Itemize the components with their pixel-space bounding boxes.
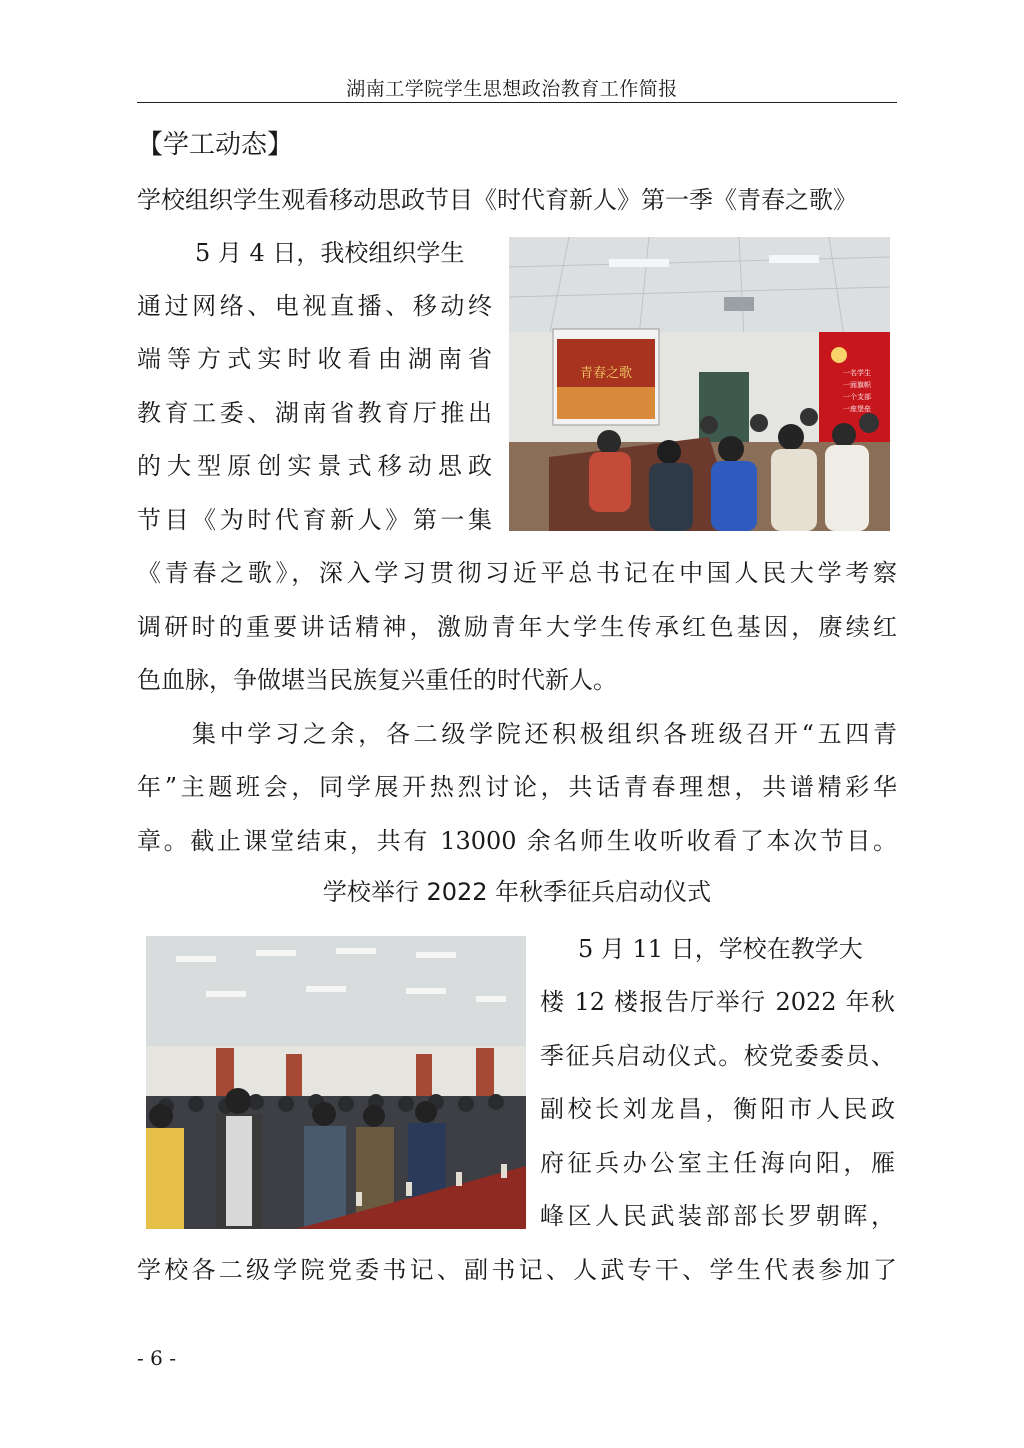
page-number: - 6 - — [137, 1346, 176, 1370]
article-1-line: 调研时的重要讲话精神，激励青年大学生传承红色基因，赓续红 — [137, 613, 897, 641]
article-1-line: 5 月 4 日，我校组织学生 — [195, 239, 465, 267]
article-2-title: 学校举行 2022 年秋季征兵启动仪式 — [322, 878, 712, 906]
page-header-title: 湖南工学院学生思想政治教育工作简报 — [346, 78, 678, 100]
article-2-line: 府征兵办公室主任海向阳，雁 — [540, 1149, 895, 1177]
article-1-line: 端等方式实时收看由湖南省 — [137, 345, 492, 373]
article-1-line: 色血脉，争做堪当民族复兴重任的时代新人。 — [137, 666, 617, 694]
banner-line: 一名学生 — [843, 369, 871, 377]
classroom-broadcast-photo — [509, 237, 890, 531]
article-2-line: 季征兵启动仪式。校党委委员、 — [540, 1042, 895, 1070]
section-label: 【学工动态】 — [137, 130, 294, 160]
article-1-title: 学校组织学生观看移动思政节目《时代育新人》第一季《青春之歌》 — [137, 186, 857, 214]
banner-line: 一座堡垒 — [843, 405, 871, 413]
article-2-line: 学校各二级学院党委书记、副书记、人武专干、学生代表参加了 — [137, 1256, 897, 1284]
article-1-line: 章。截止课堂结束，共有 13000 余名师生收听收看了本次节目。 — [137, 827, 897, 855]
article-1-line: 教育工委、湖南省教育厅推出 — [137, 399, 492, 427]
banner-line: 一个支部 — [843, 393, 871, 401]
article-1-line: 节目《为时代育新人》第一集 — [137, 506, 492, 534]
article-1-line: 通过网络、电视直播、移动终 — [137, 292, 492, 320]
article-1-line: 《青春之歌》，深入学习贯彻习近平总书记在中国人民大学考察 — [137, 559, 897, 587]
header-divider — [137, 102, 897, 103]
article-2-line: 5 月 11 日，学校在教学大 — [578, 935, 863, 963]
enlistment-ceremony-photo — [146, 936, 526, 1229]
article-1-line: 集中学习之余，各二级学院还积极组织各班级召开“五四青 — [192, 720, 897, 748]
screen-title: 青春之歌 — [579, 366, 633, 381]
banner-line: 一面旗帜 — [843, 381, 871, 389]
article-2-line: 副校长刘龙昌，衡阳市人民政 — [540, 1095, 895, 1123]
article-1-line: 的大型原创实景式移动思政 — [137, 452, 492, 480]
article-2-line: 峰区人民武装部部长罗朝晖， — [540, 1202, 895, 1230]
article-1-line: 年”主题班会，同学展开热烈讨论，共话青春理想，共谱精彩华 — [137, 773, 897, 801]
article-2-line: 楼 12 楼报告厅举行 2022 年秋 — [540, 988, 895, 1016]
